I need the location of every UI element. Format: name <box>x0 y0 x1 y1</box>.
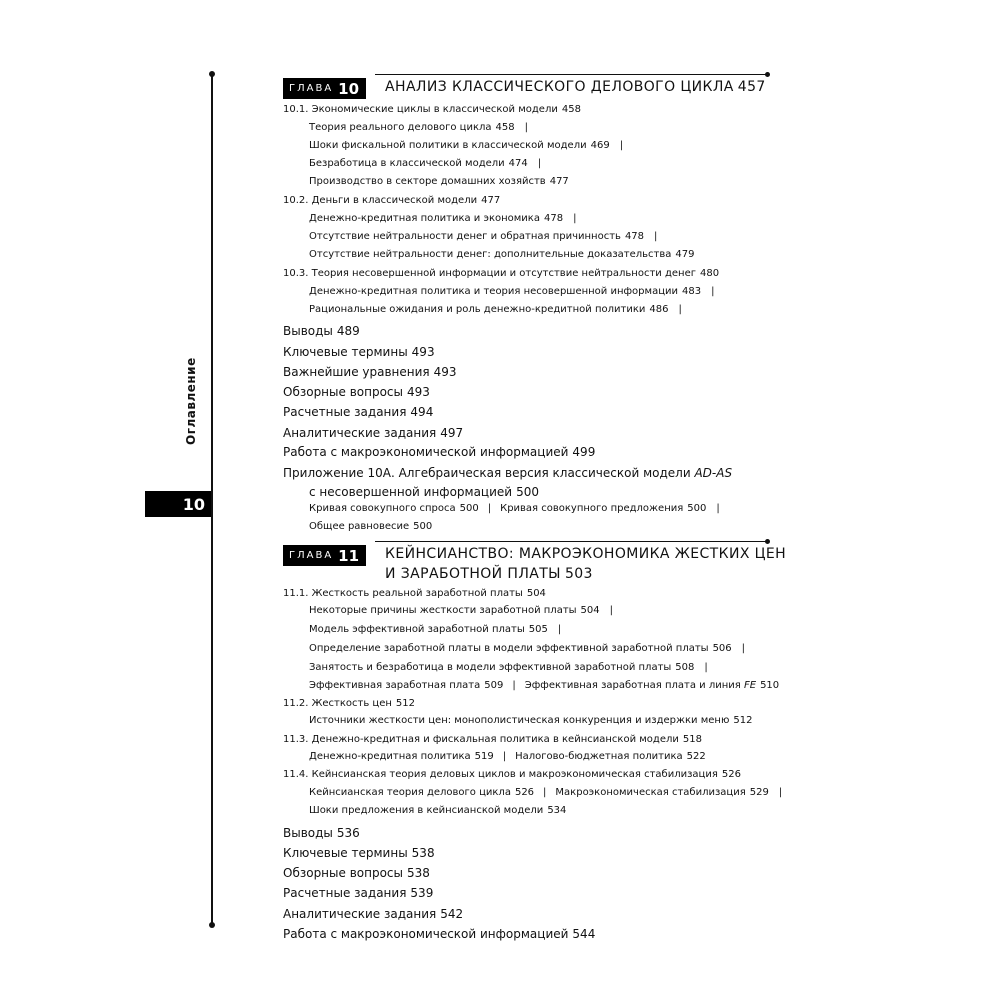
toc-subsection[interactable]: Общее равновесие 500 <box>309 521 433 532</box>
toc-entry-analytical-problems[interactable]: Аналитические задания 497 <box>283 426 464 440</box>
side-rule-dot-top <box>209 71 215 77</box>
toc-entry-working-with-data[interactable]: Работа с макроэкономической информацией 544 <box>283 927 596 941</box>
chapter-word: ГЛАВА <box>289 83 334 94</box>
chapter-10-heading[interactable] <box>283 77 766 99</box>
toc-section-11-1[interactable]: 11.1. Жесткость реальной заработной платы 504 <box>283 588 546 599</box>
toc-appendix-10a[interactable]: Приложение 10А. Алгебраическая версия классической модели AD-AS <box>283 466 733 480</box>
toc-subsection[interactable]: Источники жесткости цен: монополистическая конкуренция и издержки меню 512 <box>309 715 753 726</box>
toc-entry-key-terms[interactable]: Ключевые термины 493 <box>283 345 435 359</box>
toc-subsection[interactable]: Отсутствие нейтральности денег: дополнительные доказательства 479 <box>309 249 695 260</box>
chapter-number: 11 <box>338 546 360 565</box>
toc-entry-working-with-data[interactable]: Работа с макроэкономической информацией 499 <box>283 445 596 459</box>
page-number-tab: 10 <box>145 491 211 517</box>
toc-entry-key-terms[interactable]: Ключевые термины 538 <box>283 846 435 860</box>
toc-subsection[interactable]: Занятость и безработица в модели эффективной заработной платы 508 | <box>309 662 708 673</box>
toc-subsection[interactable]: Теория реального делового цикла 458 | <box>309 122 529 133</box>
chapter-page: 503 <box>564 566 593 582</box>
toc-subsection[interactable]: Шоки предложения в кейнсианской модели 534 <box>309 805 567 816</box>
toc-subsection[interactable]: Кривая совокупного спроса 500 | Кривая совокупного предложения 500 | <box>309 503 720 514</box>
section-label: Оглавление <box>184 357 198 445</box>
toc-section-10-2[interactable]: 10.2. Деньги в классической модели 477 <box>283 195 501 206</box>
chapter-number: 10 <box>338 79 360 98</box>
chapter-11-badge <box>283 545 366 566</box>
toc-subsection[interactable]: Денежно-кредитная политика и экономика 478 | <box>309 213 577 224</box>
toc-entry-key-equations[interactable]: Важнейшие уравнения 493 <box>283 365 457 379</box>
toc-subsection[interactable]: Шоки фискальной политики в классической модели 469 | <box>309 140 624 151</box>
toc-section-11-3[interactable]: 11.3. Денежно-кредитная и фискальная политика в кейнсианской модели 518 <box>283 734 702 745</box>
toc-subsection[interactable]: Эффективная заработная плата 509 | Эффективная заработная плата и линия FE 510 <box>309 680 780 691</box>
chapter-11-rule-dot <box>765 539 770 544</box>
toc-subsection[interactable]: Модель эффективной заработной платы 505 | <box>309 624 562 635</box>
toc-entry-analytical-problems[interactable]: Аналитические задания 542 <box>283 907 464 921</box>
toc-entry-summary[interactable]: Выводы 536 <box>283 826 360 840</box>
toc-subsection[interactable]: Некоторые причины жесткости заработной платы 504 | <box>309 605 614 616</box>
side-rule-dot-bottom <box>209 922 215 928</box>
toc-subsection[interactable]: Денежно-кредитная политика и теория несовершенной информации 483 | <box>309 286 715 297</box>
toc-entry-numerical-problems[interactable]: Расчетные задания 494 <box>283 405 434 419</box>
toc-subsection[interactable]: Отсутствие нейтральности денег и обратная причинность 478 | <box>309 231 658 242</box>
toc-entry-summary[interactable]: Выводы 489 <box>283 324 360 338</box>
toc-entry-numerical-problems[interactable]: Расчетные задания 539 <box>283 886 434 900</box>
chapter-10-rule-dot <box>765 72 770 77</box>
toc-section-11-2[interactable]: 11.2. Жесткость цен 512 <box>283 698 416 709</box>
toc-subsection[interactable]: Кейнсианская теория делового цикла 526 | Макроэкономическая стабилизация 529 | <box>309 787 783 798</box>
toc-section-10-3[interactable]: 10.3. Теория несовершенной информации и отсутствие нейтральности денег 480 <box>283 268 720 279</box>
toc-section-11-4[interactable]: 11.4. Кейнсианская теория деловых циклов и макроэкономическая стабилизация 526 <box>283 769 741 780</box>
chapter-10-rule <box>375 74 767 75</box>
chapter-page: 457 <box>737 79 766 95</box>
chapter-word: ГЛАВА <box>289 550 334 561</box>
side-rule <box>211 74 213 926</box>
chapter-title: АНАЛИЗ КЛАССИЧЕСКОГО ДЕЛОВОГО ЦИКЛА 457 <box>385 79 766 95</box>
toc-subsection[interactable]: Рациональные ожидания и роль денежно-кредитной политики 486 | <box>309 304 682 315</box>
chapter-title: КЕЙНСИАНСТВО: МАКРОЭКОНОМИКА ЖЕСТКИХ ЦЕН И ЗАРАБОТНОЙ ПЛАТЫ 503 <box>385 546 787 582</box>
chapter-10-badge <box>283 78 366 99</box>
toc-subsection[interactable]: Денежно-кредитная политика 519 | Налогово-бюджетная политика 522 <box>309 751 706 762</box>
toc-entry-review-questions[interactable]: Обзорные вопросы 493 <box>283 385 430 399</box>
toc-entry-review-questions[interactable]: Обзорные вопросы 538 <box>283 866 430 880</box>
chapter-11-rule <box>375 541 767 542</box>
toc-subsection[interactable]: Производство в секторе домашних хозяйств 477 <box>309 176 569 187</box>
toc-subsection[interactable]: Определение заработной платы в модели эффективной заработной платы 506 | <box>309 643 746 654</box>
toc-section-10-1[interactable]: 10.1. Экономические циклы в классической модели 458 <box>283 104 581 115</box>
chapter-11-heading[interactable] <box>283 544 786 584</box>
toc-subsection[interactable]: Безработица в классической модели 474 | <box>309 158 542 169</box>
toc-appendix-10a-cont[interactable]: с несовершенной информацией 500 <box>309 485 539 499</box>
